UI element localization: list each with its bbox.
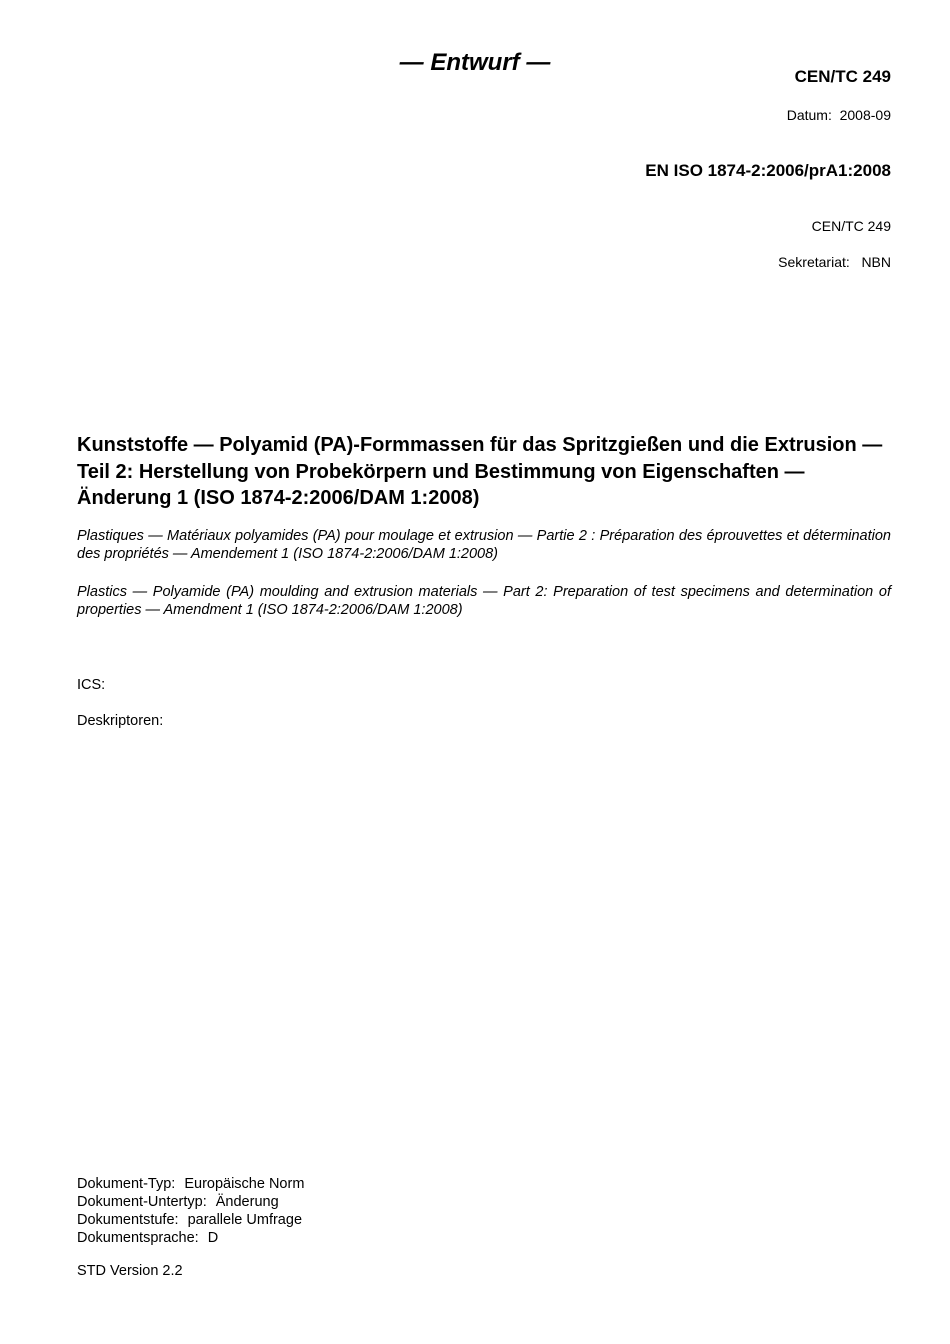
draft-mark: — Entwurf — (399, 49, 551, 76)
date-label: Datum: (786, 107, 832, 123)
committee-small: CEN/TC 249 (811, 218, 891, 234)
document-meta (77, 1175, 304, 1247)
meta-value: Europäische Norm (184, 1176, 305, 1192)
english-title: Plastics — Polyamide (PA) moulding and extrusion materials — Part 2: Preparation of test specimens and determination of properties — Amendment 1 (ISO 1874-2:2006/DAM 1:2008) (77, 584, 891, 618)
meta-row-document-stage (77, 1211, 304, 1229)
meta-value: Änderung (215, 1194, 279, 1210)
secretariat-value: NBN (861, 254, 891, 270)
ics-label: ICS: (77, 677, 106, 693)
meta-value: parallele Umfrage (187, 1212, 303, 1228)
french-title: Plastiques — Matériaux polyamides (PA) pour moulage et extrusion — Partie 2 : Préparation des éprouvettes et détermination des propriétés — Amendement 1 (ISO 1874-2:2006/DAM 1:2008) (77, 528, 891, 562)
meta-row-document-type (77, 1175, 304, 1193)
meta-label: Dokumentsprache: (77, 1230, 199, 1246)
secretariat-line (778, 254, 891, 270)
std-version: STD Version 2.2 (77, 1263, 183, 1279)
meta-row-document-subtype (77, 1193, 304, 1211)
date-value: 2008-09 (839, 107, 891, 123)
committee-heading: CEN/TC 249 (794, 67, 891, 86)
meta-label: Dokument-Typ: (77, 1176, 176, 1192)
document-reference: EN ISO 1874-2:2006/prA1:2008 (645, 161, 891, 180)
date-line (787, 107, 891, 123)
meta-label: Dokument-Untertyp: (77, 1194, 207, 1210)
meta-label: Dokumentstufe: (77, 1212, 179, 1228)
secretariat-label: Sekretariat: (778, 254, 850, 270)
descriptors-label: Deskriptoren: (77, 713, 164, 729)
meta-row-document-language (77, 1229, 304, 1247)
meta-value: D (207, 1230, 219, 1246)
german-title: Kunststoffe — Polyamid (PA)-Formmassen für das Spritzgießen und die Extrusion — Teil 2: Herstellung von Probekörpern und Bestimmung von Eigenschaften — Änderung 1 (ISO 1874-2:2006/DAM 1:2008) (77, 434, 883, 509)
